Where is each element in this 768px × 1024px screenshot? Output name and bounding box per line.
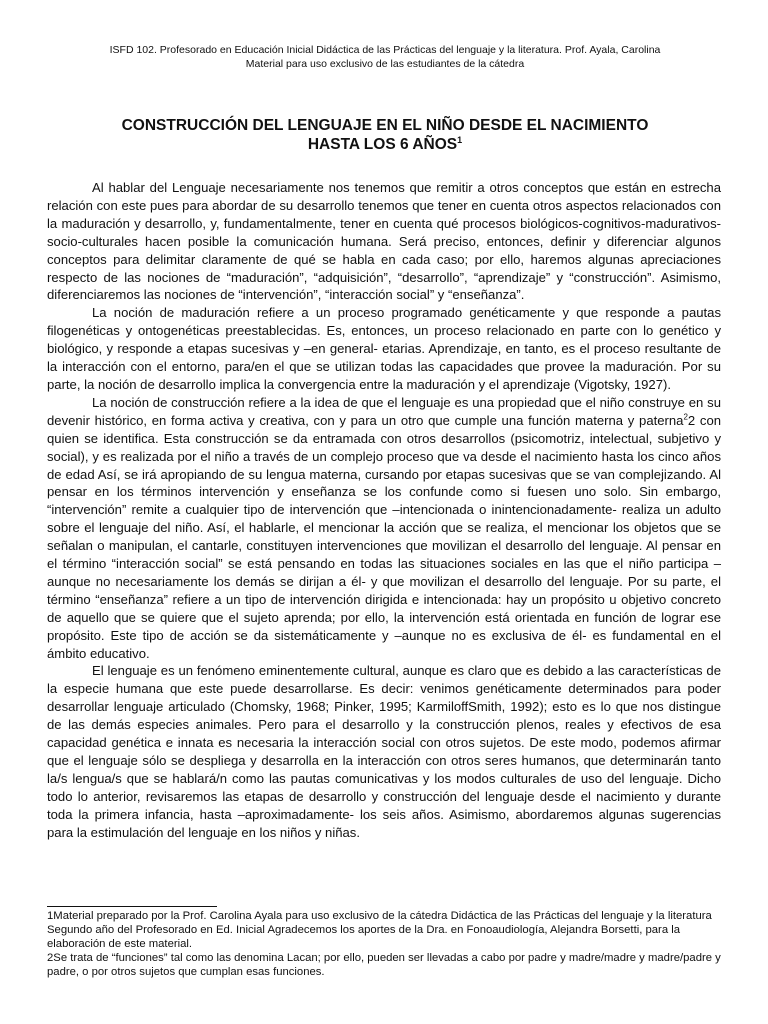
title-line-1: CONSTRUCCIÓN DEL LENGUAJE EN EL NIÑO DESDE EL NACIMIENTO (121, 117, 649, 134)
footnote-ref-1[interactable]: 1 (457, 134, 463, 145)
paragraph-3-part-a: La noción de construcción refiere a la idea de que el lenguaje es una propiedad que el niño construye en su devenir histórico, en forma activa y creativa, con y para un otro que cumple una función materna y paterna (47, 394, 721, 428)
header-line-1: ISFD 102. Profesorado en Educación Inicial Didáctica de las Prácticas del lenguaje y la literatura. Prof. Ayala, Carolina (109, 44, 661, 56)
paragraph-2: La noción de maduración refiere a un proceso programado genéticamente y que responde a pautas filogenéticas y ontogenéticas preestablecidas. Es, entonces, un proceso relacionado en parte con lo genético y biológico, y responde a etapas sucesivas y –en general- etarias. Aprendizaje, en tanto, es el proceso resultante de la interacción con el entorno, para/en el que se utilizan todas las capacidades que provee la maduración. Por su parte, la noción de desarrollo implica la convergencia entre la maduración y el aprendizaje (Vigotsky, 1927). (47, 305, 721, 392)
document-body (47, 179, 721, 842)
paragraph-3-part-b: 2 con quien se identifica. Esta construcción se da entramada con otros desarrollos (psicomotriz, intelectual, subjetivo y social), y es realizada por el niño a través de un complejo proceso que va desde el nacimiento hasta los cinco años de edad Así, se irá apropiando de su lengua materna, cursando por etapas sucesivas que se van complejizando. Al pensar en los términos intervención y enseñanza se los confunde como si fuesen uno solo. Sin embargo, “intervención” remite a cualquier tipo de intervención que –intencionada o inintencionadamente- realiza un adulto sobre el lenguaje del niño. Así, el hablarle, el mencionar la acción que se realiza, el mencionar los objetos que se señalan o manipulan, el cantarle, constituyen intervenciones que movilizan el desarrollo del lenguaje. Al pensar en el término “interacción social” se está pensando en todas las situaciones sociales en las que el niño participa –aunque no necesariamente los demás se dirijan a él- y que movilizan el desarrollo del lenguaje. Por su parte, el término “enseñanza” refiere a un tipo de intervención dirigida e intencionada: hay un propósito u objetivo concreto de aquello que se quiere que el sujeto aprenda; por ello, la intervención está orientada en función de lograr ese propósito. Este tipo de acción se da sistemáticamente y –aunque no es exclusiva de él- es fundamental en el ámbito educativo. (47, 412, 722, 661)
footnote-2: 2Se trata de “funciones” tal como las denomina Lacan; por ello, pueden ser llevadas a cabo por padre y madre/madre y madre/padre y padre, o por otros sujetos que cumplan esas funciones. (47, 952, 721, 978)
paragraph-3 (47, 394, 721, 663)
paragraph-1: Al hablar del Lenguaje necesariamente nos tenemos que remitir a otros conceptos que están en estrecha relación con este pues para abordar de su desarrollo tenemos que tener en cuenta otros aspectos relacionados con la maduración y desarrollo, y, fundamentalmente, tener en cuenta qué procesos biológicos-cognitivos-madurativos-socio-culturales hacen posible la comunicación humana. Será preciso, entonces, definir y diferenciar algunos conceptos para delimitar claramente de qué se habla en cada caso; por ello, haremos algunas apreciaciones respecto de las nociones de “maduración”, “adquisición”, “desarrollo”, “aprendizaje” y “construcción”. Asimismo, diferenciaremos las nociones de “intervención”, “interacción social” y “enseñanza”. (47, 180, 721, 303)
page-header (60, 43, 710, 71)
document-title (60, 116, 710, 154)
header-line-2: Material para uso exclusivo de las estudiantes de la cátedra (245, 58, 525, 70)
footnotes (47, 909, 721, 979)
footnote-ref-2[interactable]: 2 (683, 412, 688, 422)
title-line-2: HASTA LOS 6 AÑOS (307, 136, 458, 153)
footnote-1: 1Material preparado por la Prof. Carolina Ayala para uso exclusivo de la cátedra Didáctica de las Prácticas del lenguaje y la literatura Segundo año del Profesorado en Ed. Inicial Agradecemos los aportes de la Dra. en Fonoaudiología, Alejandra Borsetti, para la elaboración de este material. (47, 910, 712, 950)
paragraph-4: El lenguaje es un fenómeno eminentemente cultural, aunque es claro que es debido a las características de la especie humana que este puede desarrollarse. Es decir: venimos genéticamente determinados para poder desarrollar lenguaje articulado (Chomsky, 1968; Pinker, 1995; KarmiloffSmith, 1992); esto es lo que nos distingue de las demás especies animales. Pero para el desarrollo y la construcción plenos, reales y efectivos de esa capacidad genética e innata es necesaria la interacción social con otros sujetos. De este modo, podemos afirmar que el lenguaje sólo se despliega y desarrolla en la interacción con otros seres humanos, que determinarán tanto la/s lengua/s que se hablará/n como las pautas comunicativas y los modos culturales de uso del lenguaje. Dicho todo lo anterior, revisaremos las etapas de desarrollo y construcción del lenguaje desde el nacimiento y durante toda la primera infancia, hasta –aproximadamente- los seis años. Asimismo, abordaremos algunas sugerencias para la estimulación del lenguaje en los niños y niñas. (47, 663, 721, 840)
footnote-separator (47, 906, 217, 907)
